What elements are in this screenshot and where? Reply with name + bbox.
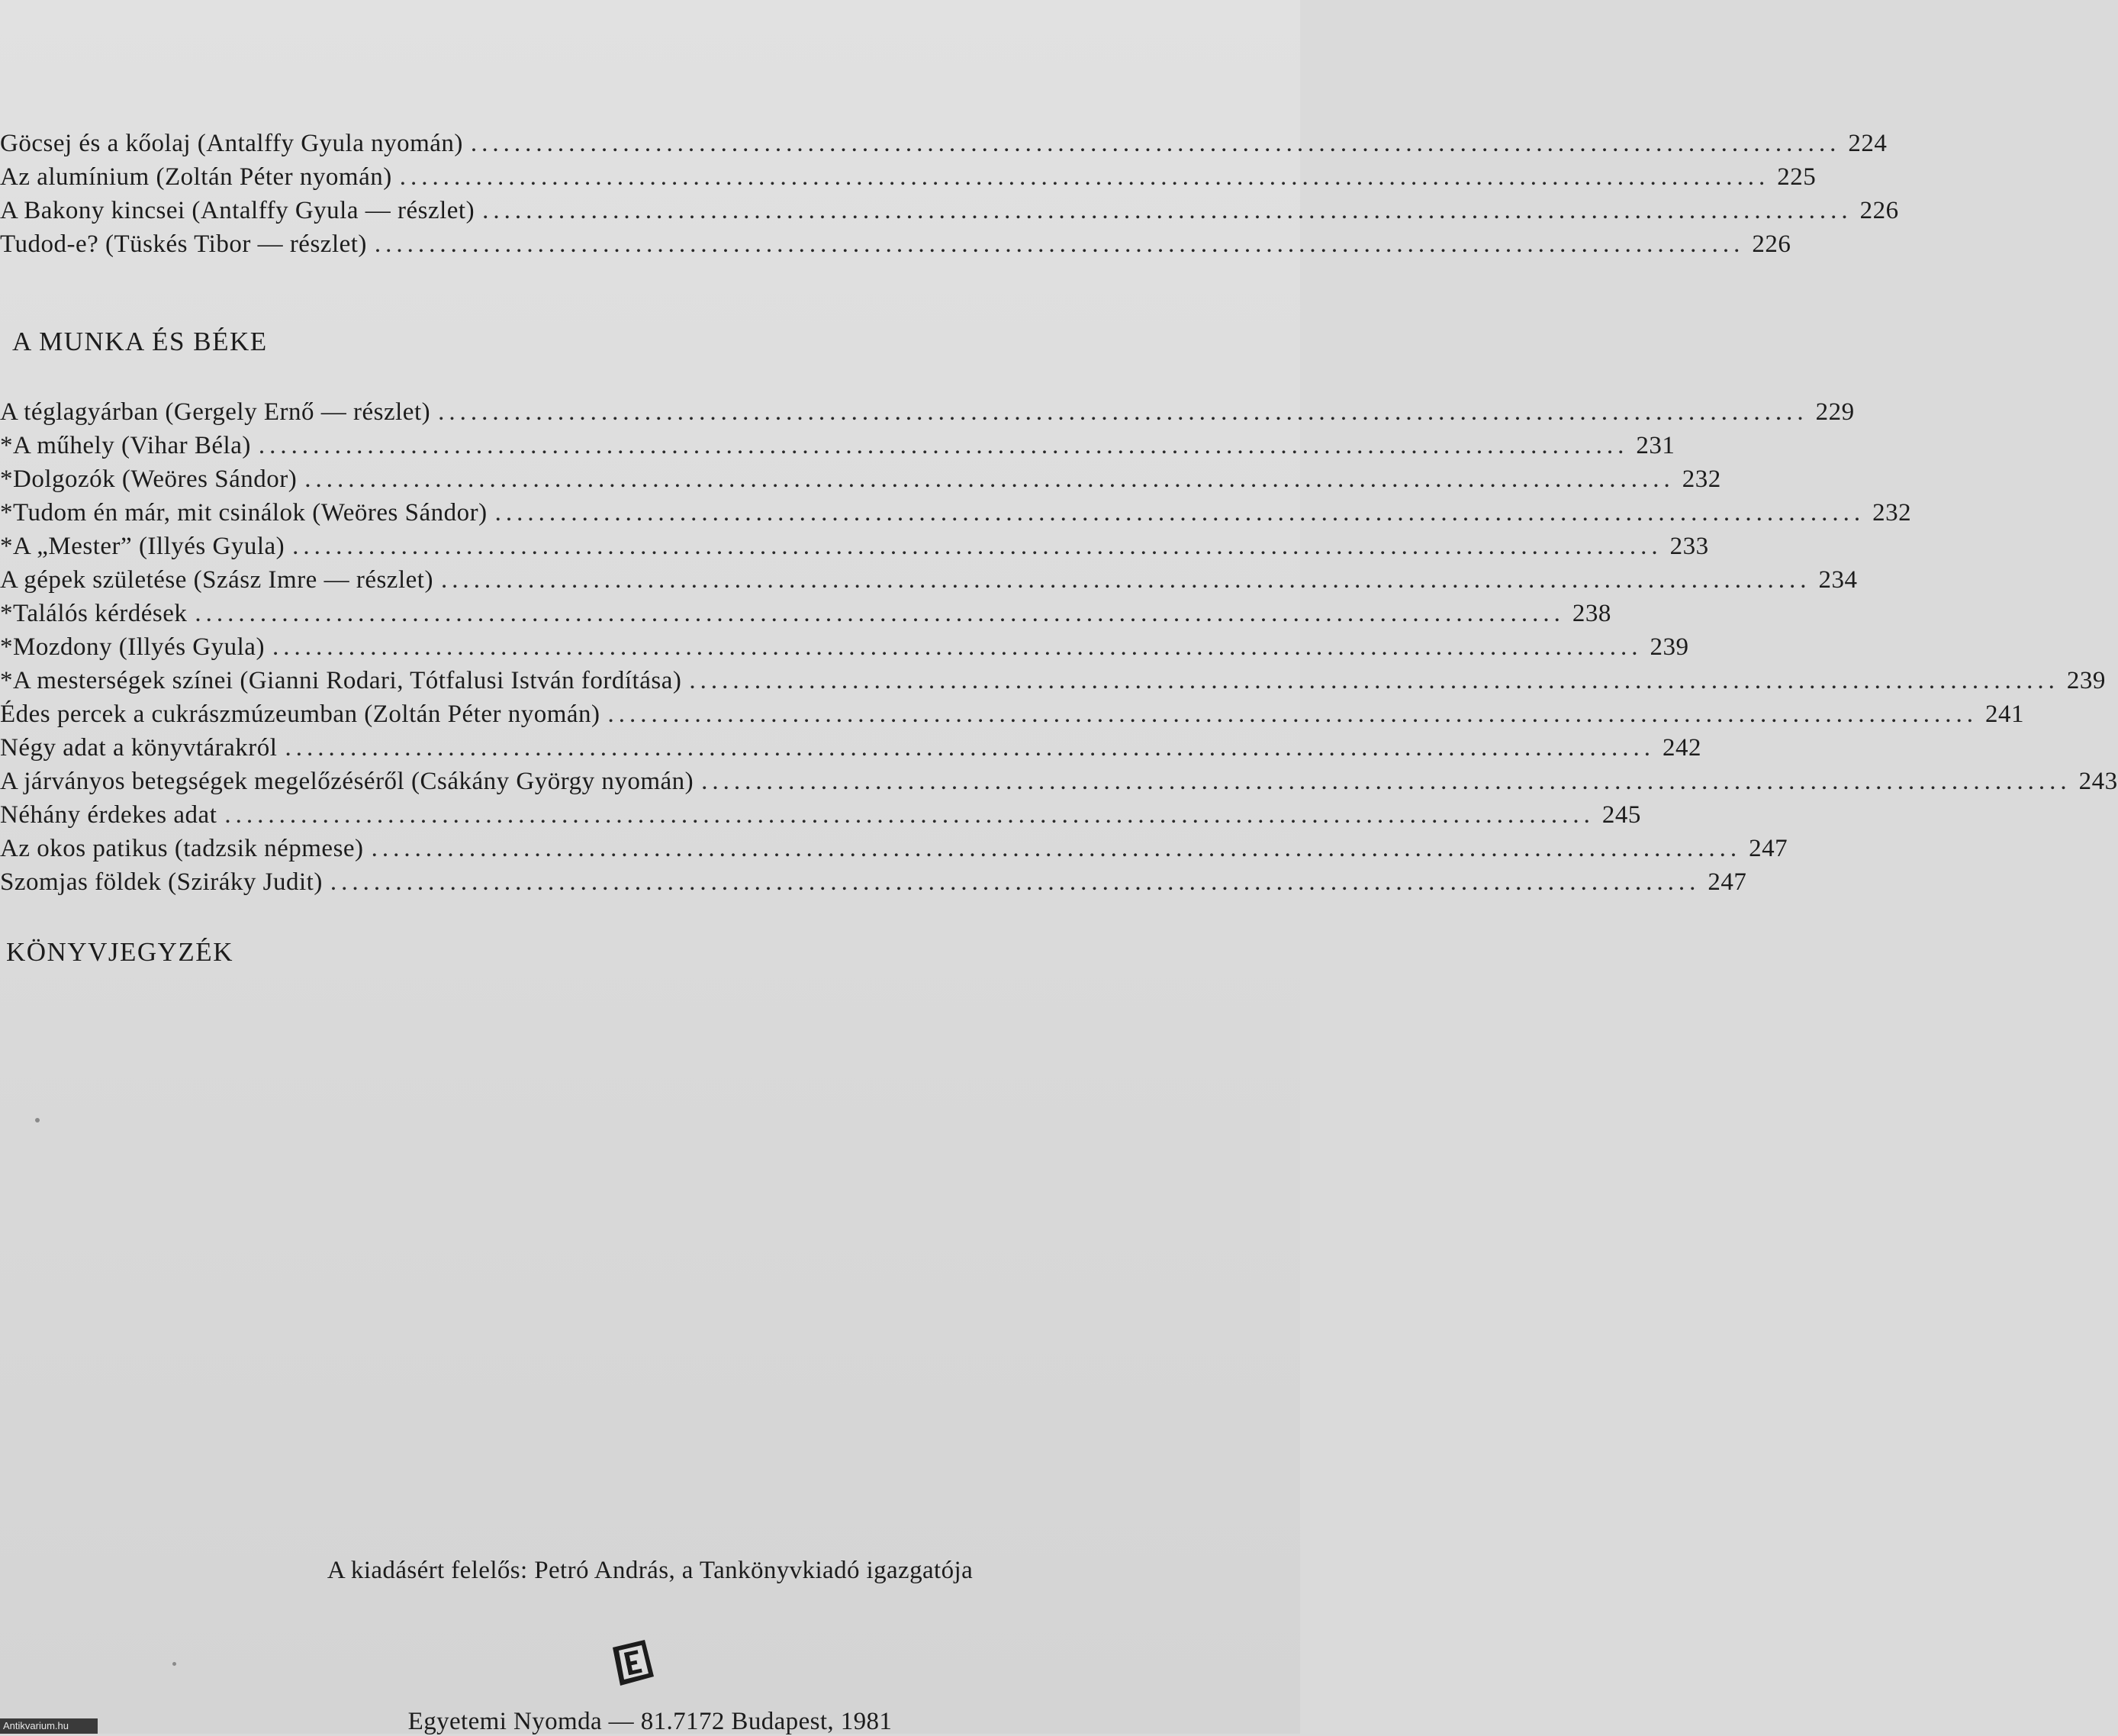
- toc-entry-title: A Bakony kincsei (Antalffy Gyula — részlet): [0, 197, 475, 224]
- toc-entry-page: 243: [2078, 768, 2118, 795]
- toc-entry: [0, 768, 2118, 801]
- toc-entry-page: 232: [1872, 499, 1912, 527]
- toc-entry-page: 247: [1749, 835, 1788, 862]
- paper-speck: [35, 1118, 40, 1122]
- toc-entry: [0, 600, 1611, 633]
- toc-entry-page: 245: [1601, 801, 1641, 829]
- leader-dots: ..............................................................................................................................: [494, 499, 1865, 527]
- toc-entry-page: 225: [1777, 163, 1817, 191]
- toc-entry-title: Szomjas földek (Sziráky Judit): [0, 868, 323, 896]
- leader-dots: ..............................................................................................................................: [440, 566, 1811, 594]
- toc-entry-page: 224: [1848, 130, 1888, 157]
- toc-entry-title: *A műhely (Vihar Béla): [0, 432, 251, 459]
- publisher-logo-icon: [607, 1637, 660, 1690]
- toc-entry: [0, 835, 1788, 868]
- toc-entry-title: *A mesterségek színei (Gianni Rodari, Tótfalusi István fordítása): [0, 667, 682, 694]
- toc-entry-title: Az alumínium (Zoltán Péter nyomán): [0, 163, 392, 191]
- leader-dots: ..............................................................................................................................: [272, 633, 1643, 661]
- printer-imprint: Egyetemi Nyomda — 81.7172 Budapest, 1981: [407, 1708, 893, 1735]
- toc-entry-page: 239: [1650, 633, 1689, 661]
- leader-dots: ..............................................................................................................................: [607, 701, 1978, 728]
- toc-entry-page: 229: [1815, 398, 1855, 426]
- watermark: Antikvarium.hu: [0, 1718, 98, 1734]
- toc-entry-title: *A „Mester” (Illyés Gyula): [0, 533, 285, 560]
- leader-dots: ..............................................................................................................................: [470, 130, 1841, 157]
- toc-entry: [0, 130, 1888, 163]
- leader-dots: ..............................................................................................................................: [292, 533, 1663, 560]
- toc-entry: [0, 163, 1817, 197]
- leader-dots: ..............................................................................................................................: [438, 398, 1808, 426]
- leader-dots: ..............................................................................................................................: [399, 163, 1770, 191]
- toc-entry: [0, 566, 1858, 600]
- toc-entry-title: A téglagyárban (Gergely Ernő — részlet): [0, 398, 431, 426]
- leader-dots: ..............................................................................................................................: [701, 768, 2071, 795]
- paper-speck: [172, 1662, 176, 1666]
- toc-entry-title: Az okos patikus (tadzsik népmese): [0, 835, 364, 862]
- toc-entry: [0, 868, 1747, 902]
- leader-dots: ..............................................................................................................................: [258, 432, 1629, 459]
- toc-entry: [0, 398, 1855, 432]
- toc-entry-title: Néhány érdekes adat: [0, 801, 217, 829]
- section-heading: KÖNYVJEGYZÉK: [6, 937, 233, 967]
- leader-dots: ..............................................................................................................................: [224, 801, 1595, 829]
- toc-entry: [0, 465, 1721, 499]
- toc-entry: [0, 734, 1701, 768]
- toc-entry-page: 232: [1682, 465, 1721, 493]
- toc-entry-title: Négy adat a könyvtárakról: [0, 734, 278, 762]
- toc-entry: [0, 432, 1675, 465]
- toc-entry: [0, 499, 1912, 533]
- toc-entry-page: 239: [2066, 667, 2106, 694]
- toc-entry-title: *Találós kérdések: [0, 600, 188, 627]
- toc-entry-title: Édes percek a cukrászmúzeumban (Zoltán Péter nyomán): [0, 701, 600, 728]
- toc-entry-title: Göcsej és a kőolaj (Antalffy Gyula nyomán): [0, 130, 463, 157]
- leader-dots: ..............................................................................................................................: [330, 868, 1701, 896]
- toc-entry-page: 226: [1752, 230, 1791, 258]
- toc-entry-page: 247: [1708, 868, 1747, 896]
- toc-entry-title: *Mozdony (Illyés Gyula): [0, 633, 265, 661]
- toc-entry-page: 226: [1859, 197, 1899, 224]
- leader-dots: ..............................................................................................................................: [285, 734, 1655, 762]
- toc-entry-page: 242: [1662, 734, 1701, 762]
- leader-dots: ..............................................................................................................................: [689, 667, 2059, 694]
- leader-dots: ..............................................................................................................................: [374, 230, 1745, 258]
- toc-entry: [0, 197, 1899, 230]
- toc-entry: [0, 230, 1791, 264]
- leader-dots: ..............................................................................................................................: [304, 465, 1675, 493]
- toc-entry-title: *Dolgozók (Weöres Sándor): [0, 465, 298, 493]
- toc-entry-title: A gépek születése (Szász Imre — részlet): [0, 566, 433, 594]
- publisher-credit: A kiadásért felelős: Petró András, a Tankönyvkiadó igazgatója: [327, 1557, 974, 1584]
- toc-entry: [0, 701, 2025, 734]
- toc-entry: [0, 801, 1641, 835]
- toc-entry-page: 238: [1572, 600, 1611, 627]
- toc-entry-title: A járványos betegségek megelőzéséről (Csákány György nyomán): [0, 768, 694, 795]
- section-heading: A MUNKA ÉS BÉKE: [12, 327, 268, 356]
- toc-entry-title: Tudod-e? (Tüskés Tibor — részlet): [0, 230, 367, 258]
- leader-dots: ..............................................................................................................................: [371, 835, 1742, 862]
- toc-entry-title: *Tudom én már, mit csinálok (Weöres Sándor): [0, 499, 488, 527]
- toc-entry-page: 233: [1669, 533, 1709, 560]
- toc-entry-page: 231: [1636, 432, 1675, 459]
- toc-entry-page: 234: [1818, 566, 1858, 594]
- toc-entry-page: 241: [1985, 701, 2025, 728]
- toc-entry: [0, 633, 1689, 667]
- leader-dots: ..............................................................................................................................: [195, 600, 1565, 627]
- toc-entry: [0, 533, 1709, 566]
- leader-dots: ..............................................................................................................................: [482, 197, 1852, 224]
- toc-entry: [0, 667, 2106, 701]
